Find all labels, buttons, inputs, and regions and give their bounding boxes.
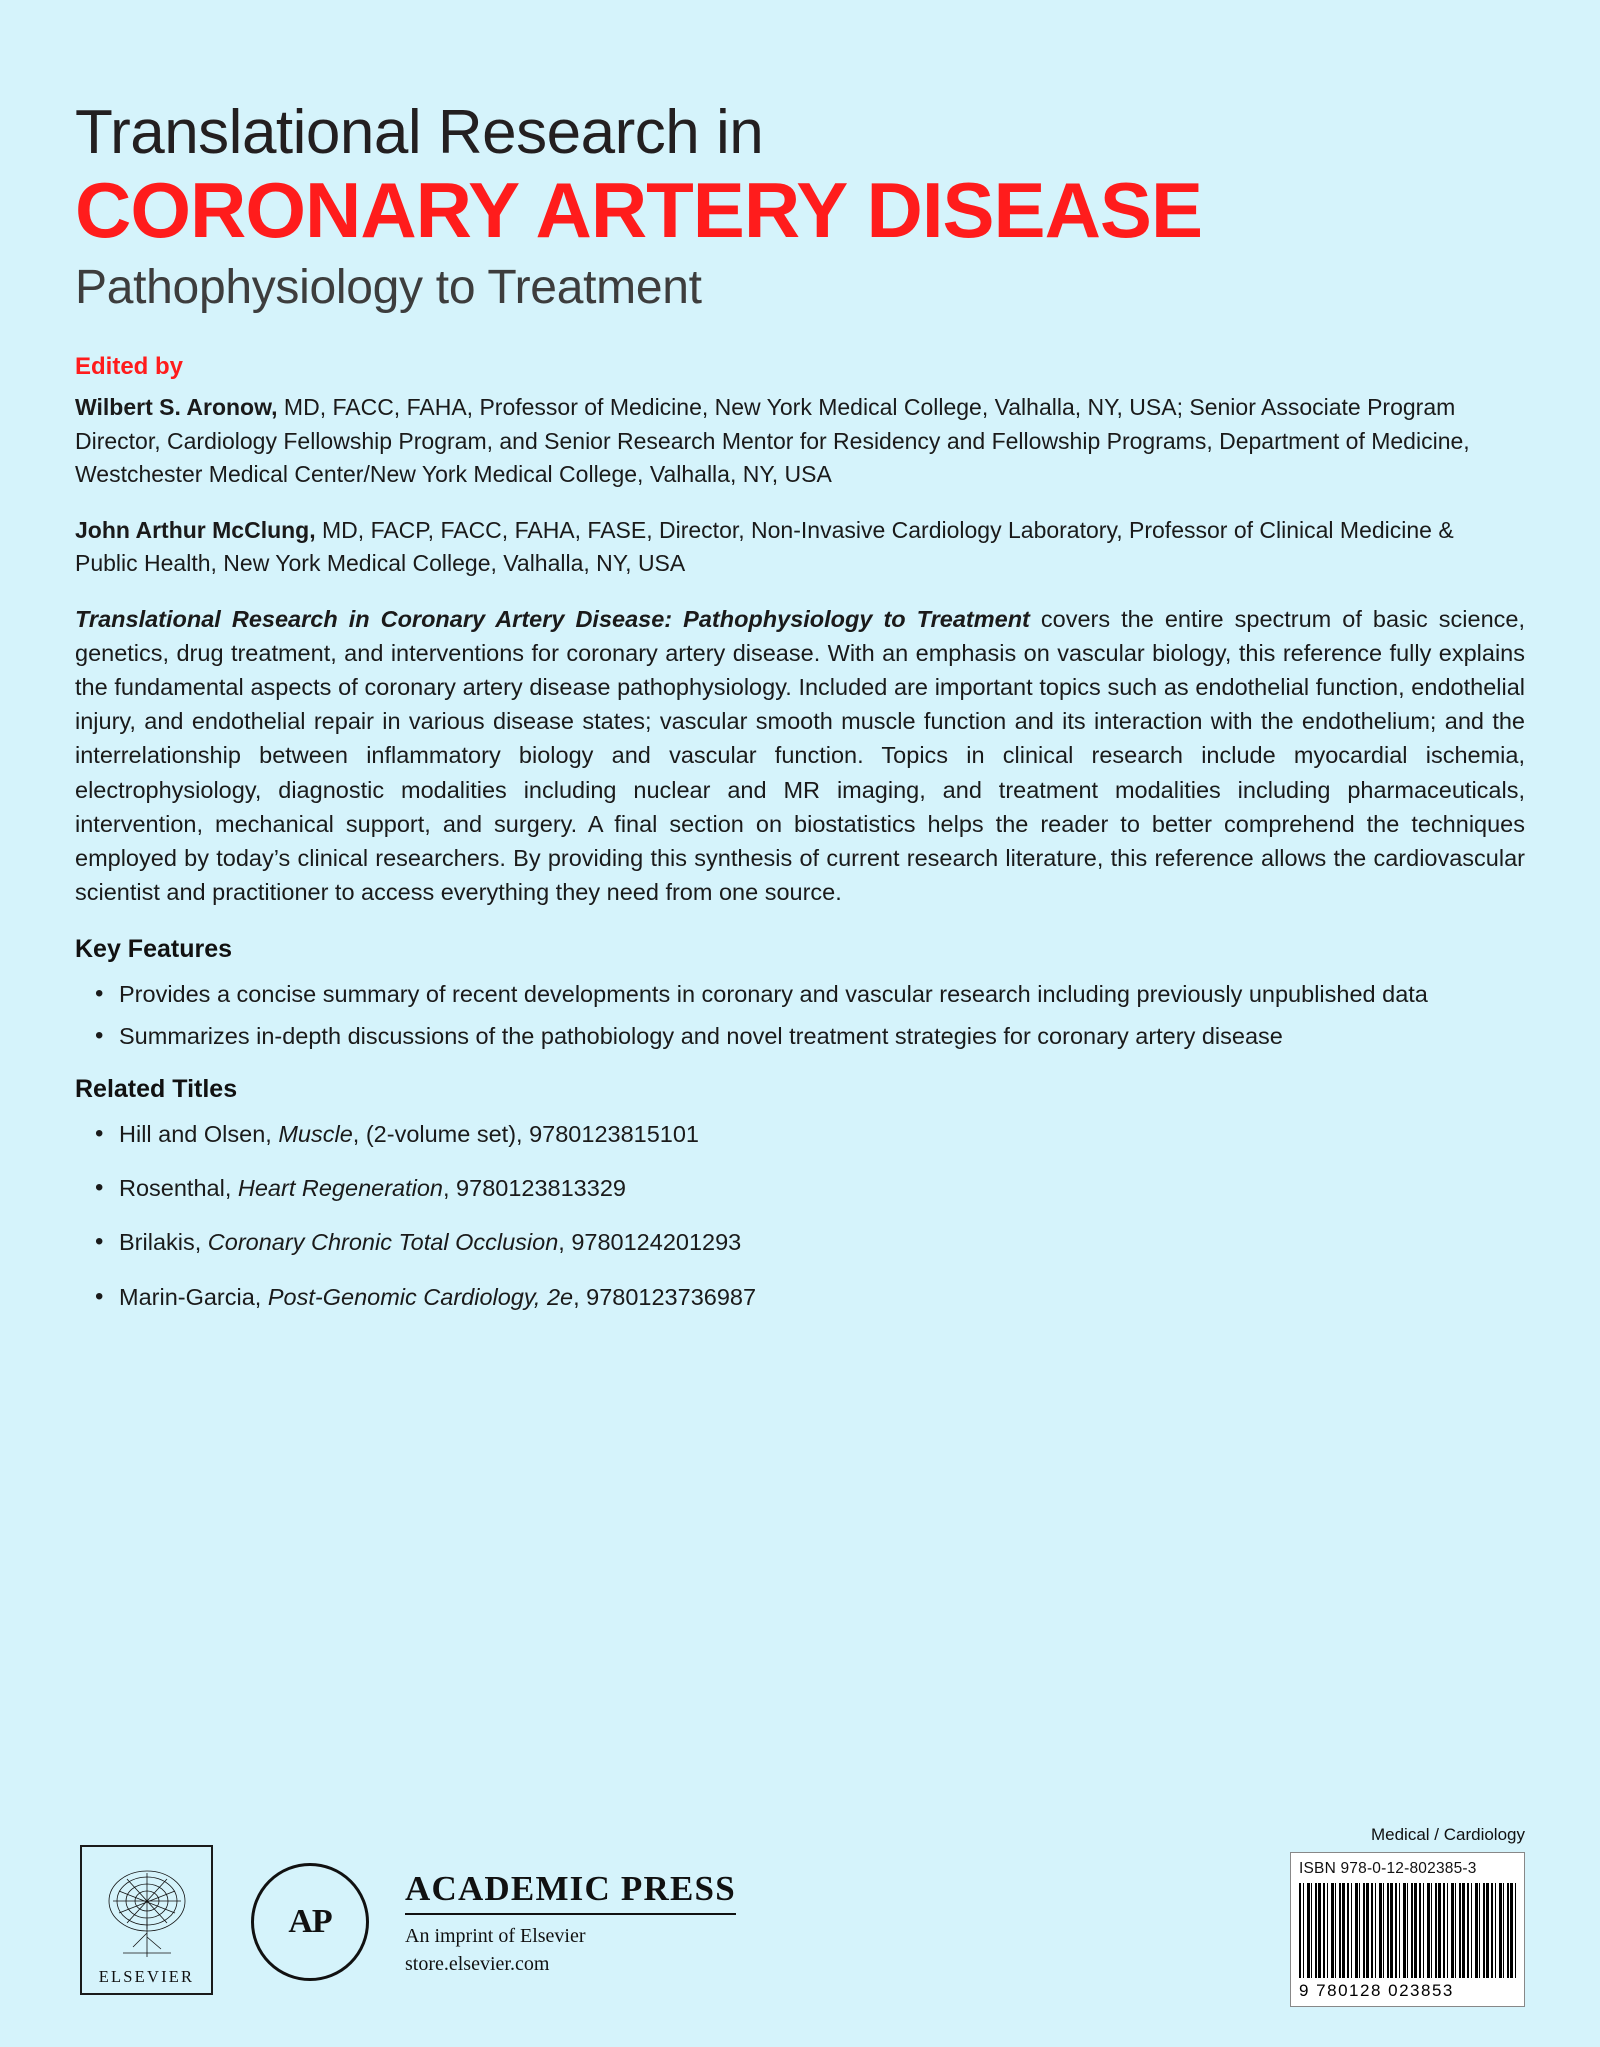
barcode-bars bbox=[1299, 1883, 1516, 1978]
related-titles-list bbox=[75, 1118, 1525, 1314]
list-item bbox=[75, 1226, 1525, 1258]
elsevier-tree-icon bbox=[99, 1861, 195, 1965]
key-features-heading: Key Features bbox=[75, 934, 233, 963]
editor-name: John Arthur McClung, bbox=[75, 516, 316, 543]
related-author: Rosenthal, bbox=[119, 1175, 238, 1202]
isbn-label: ISBN 978-0-12-802385-3 bbox=[1299, 1860, 1477, 1877]
related-rest: , (2-volume set), 9780123815101 bbox=[352, 1120, 699, 1147]
publisher-imprint: An imprint of Elsevier bbox=[405, 1925, 586, 1947]
related-title: Coronary Chronic Total Occlusion bbox=[207, 1229, 559, 1256]
book-title-main: CORONARY ARTERY DISEASE bbox=[75, 166, 1202, 255]
barcode-box bbox=[1290, 1852, 1525, 2007]
list-item: • Provides a concise summary of recent developments in coronary and vascular research including previously unpublished data bbox=[75, 978, 1525, 1010]
book-title-line1: Translational Research in bbox=[75, 98, 764, 167]
book-subtitle: Pathophysiology to Treatment bbox=[75, 261, 702, 315]
elsevier-logo bbox=[80, 1845, 213, 1995]
publisher-logos bbox=[80, 1845, 736, 1995]
description-body: covers the entire spectrum of basic science, genetics, drug treatment, and interventions for coronary artery disease. With an emphasis on vascular biology, this reference fully explains the fundamental aspects of coronary artery disease pathophysiology. Included are important topics such as endothelial function, endothelial injury, and endothelial repair in various disease states; vascular smooth muscle function and its interaction with the endothelium; and the interrelationship between inflammatory biology and vascular function. Topics in clinical research include myocardial ischemia, electrophysiology, diagnostic modalities including nuclear and MR imaging, and treatment modalities including pharmaceuticals, intervention, mechanical support, and surgery. A final section on biostatistics helps the reader to better comprehend the techniques employed by today’s clinical researchers. By providing this synthesis of current research literature, this reference allows the cardiovascular scientist and practitioner to access everything they need from one source. bbox=[75, 606, 1525, 905]
list-item bbox=[75, 1172, 1525, 1204]
academic-press-block bbox=[405, 1869, 736, 1977]
editor-entry bbox=[75, 514, 1520, 581]
academic-press-monogram-icon bbox=[251, 1863, 369, 1981]
editor-name: Wilbert S. Aronow, bbox=[75, 394, 278, 421]
editor-credentials: MD, FACP, FACC, FAHA, FASE, Director, Non-Invasive Cardiology Laboratory, Professor of Clinical Medicine & Public Health, New York Medical College, Valhalla, NY, USA bbox=[75, 516, 1454, 576]
publisher-store-url: store.elsevier.com bbox=[405, 1953, 550, 1975]
related-rest: , 9780124201293 bbox=[558, 1229, 742, 1256]
related-titles-heading: Related Titles bbox=[75, 1074, 238, 1103]
book-description bbox=[75, 602, 1525, 909]
related-rest: , 9780123813329 bbox=[443, 1175, 626, 1202]
cover-footer bbox=[75, 1767, 1525, 2007]
publisher-name: ACADEMIC PRESS bbox=[405, 1869, 736, 1915]
category-label: Medical / Cardiology bbox=[1370, 1825, 1525, 1844]
related-title: Heart Regeneration bbox=[237, 1175, 443, 1202]
key-features-list bbox=[75, 978, 1525, 1053]
list-item bbox=[75, 1118, 1525, 1150]
barcode-digits: 9 780128 023853 bbox=[1299, 1981, 1454, 2000]
editor-entry bbox=[75, 391, 1520, 491]
elsevier-wordmark: ELSEVIER bbox=[98, 1967, 195, 1986]
edited-by-label: Edited by bbox=[75, 353, 184, 381]
barcode-area bbox=[1290, 1825, 1525, 2007]
list-item: • Summarizes in-depth discussions of the pathobiology and novel treatment strategies for coronary artery disease bbox=[75, 1020, 1525, 1052]
related-title: Muscle bbox=[278, 1120, 353, 1147]
related-author: Brilakis, bbox=[119, 1229, 208, 1256]
related-title: Post-Genomic Cardiology, 2e bbox=[267, 1283, 574, 1310]
description-lead-title: Translational Research in Coronary Artery Disease: Pathophysiology to Treatment bbox=[75, 606, 1030, 633]
related-rest: , 9780123736987 bbox=[573, 1283, 757, 1310]
related-author: Hill and Olsen, bbox=[119, 1120, 279, 1147]
editor-credentials: MD, FACC, FAHA, Professor of Medicine, New York Medical College, Valhalla, NY, USA; Senior Associate Program Director, Cardiology Fellowship Program, and Senior Research Mentor for Residency and Fellowship Programs, Department of Medicine, Westchester Medical Center/New York Medical College, Valhalla, NY, USA bbox=[75, 394, 1470, 488]
ap-monogram-text: AP bbox=[288, 1903, 332, 1940]
related-author: Marin-Garcia, bbox=[119, 1283, 268, 1310]
list-item bbox=[75, 1281, 1525, 1313]
